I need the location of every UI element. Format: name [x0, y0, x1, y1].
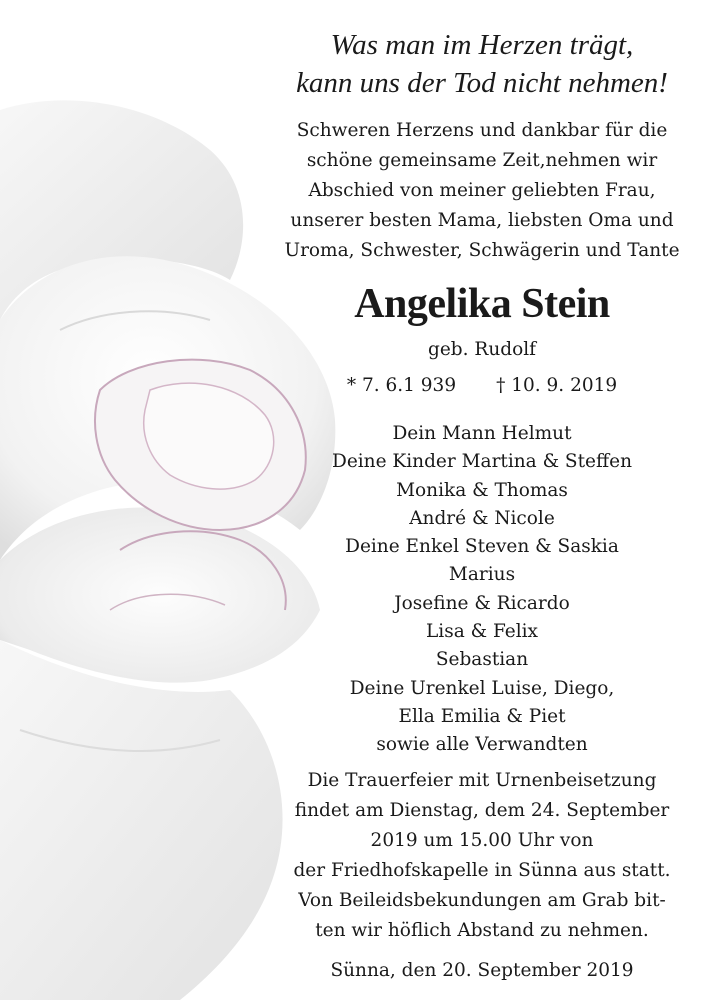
intro-text: Schweren Herzens und dankbar für die schöne gemeinsame Zeit,nehmen wir Abschied von meiner geliebten Frau, unserer besten Mama, liebsten Oma und Uroma, Schwester, Schwägerin und Tante — [284, 120, 680, 261]
family-line: sowie alle Verwandten — [376, 734, 588, 756]
family-line: Dein Mann Helmut — [392, 423, 572, 444]
family-list — [262, 420, 702, 760]
family-line: Lisa & Felix — [426, 621, 538, 643]
obituary-text — [262, 26, 702, 986]
family-line: Marius — [448, 564, 516, 586]
motto: Was man im Herzen trägt, kann uns der Tod nicht nehmen! — [296, 29, 668, 99]
service-line: findet am Dienstag, dem 24. September — [294, 799, 670, 821]
service-line: 2019 um 15.00 Uhr von — [370, 829, 594, 851]
family-line: Sebastian — [435, 649, 529, 671]
deceased-name: Angelika Stein — [354, 281, 610, 327]
birth-date: * 7. 6.1 939 — [346, 375, 457, 396]
service-line: Die Trauerfeier mit Urnenbeisetzung — [307, 769, 657, 791]
family-line: Ella Emilia & Piet — [398, 705, 566, 727]
maiden-name: geb. Rudolf — [428, 339, 536, 360]
family-line: Josefine & Ricardo — [394, 592, 570, 614]
life-dates — [262, 372, 702, 400]
service-line: der Friedhofskapelle in Sünna aus statt. — [293, 859, 671, 881]
family-line: Monika & Thomas — [396, 479, 568, 501]
funeral-service-info — [262, 766, 702, 946]
service-line: Von Beileidsbekundungen am Grab bit- — [298, 889, 666, 911]
family-line: André & Nicole — [409, 507, 555, 529]
place-and-date: Sünna, den 20. September 2019 — [330, 959, 634, 981]
family-line: Deine Kinder Martina & Steffen — [331, 451, 632, 473]
family-line: Deine Enkel Steven & Saskia — [345, 536, 619, 558]
death-date: † 10. 9. 2019 — [496, 375, 618, 396]
service-line: ten wir höflich Abstand zu nehmen. — [315, 919, 649, 941]
family-line: Deine Urenkel Luise, Diego, — [349, 677, 615, 699]
